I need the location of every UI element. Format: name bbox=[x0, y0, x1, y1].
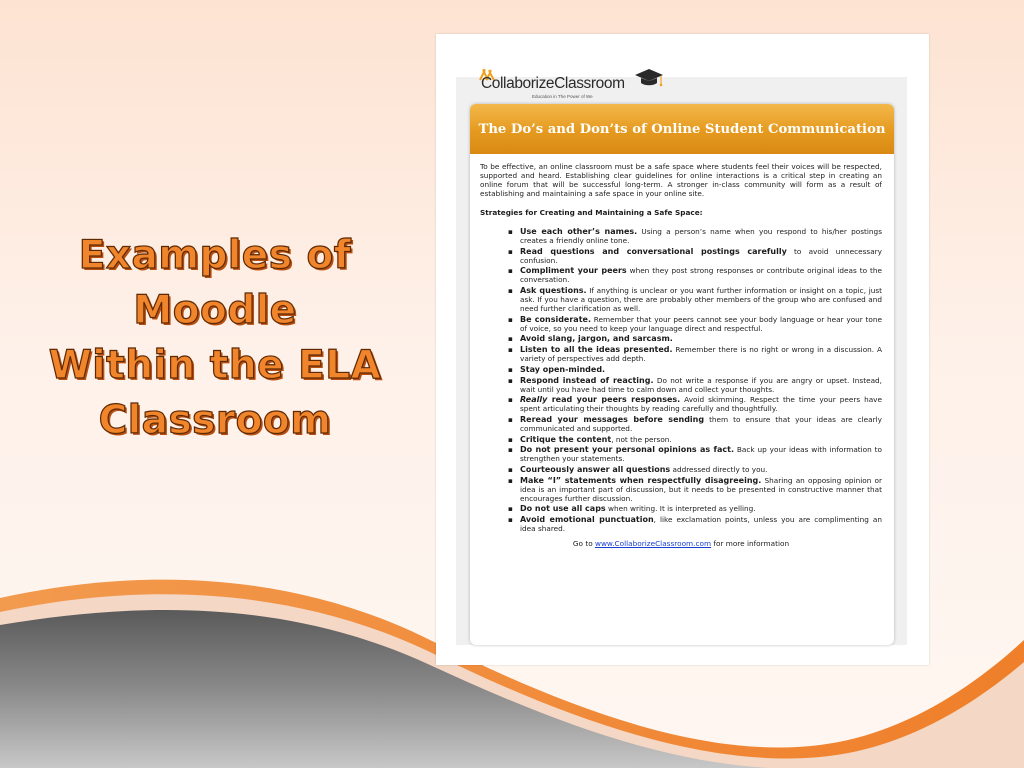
tip-item bbox=[508, 414, 882, 433]
tip-text: addressed directly to you. bbox=[670, 464, 768, 474]
bullet-icon: ▪ bbox=[508, 375, 513, 385]
tip-title: Read questions and conversational postings carefully bbox=[520, 246, 787, 256]
tip-item bbox=[508, 445, 882, 464]
bullet-icon: ▪ bbox=[508, 334, 513, 344]
bullet-icon: ▪ bbox=[508, 464, 513, 474]
bullet-icon: ▪ bbox=[508, 227, 513, 236]
tip-item bbox=[508, 345, 882, 364]
card-body bbox=[470, 154, 894, 548]
tip-title: Be considerate. bbox=[520, 314, 591, 324]
tip-title: Critique the content bbox=[520, 434, 612, 444]
tip-title: Avoid slang, jargon, and sarcasm. bbox=[520, 334, 673, 344]
tip-text: when they post strong responses or contribute original ideas to the conversation. bbox=[520, 266, 883, 285]
tip-text: when writing. It is interpreted as yelling. bbox=[605, 504, 756, 514]
tip-title: Ask questions. bbox=[520, 286, 587, 296]
intro-paragraph: To be effective, an online classroom must be a safe space where students feel their voices will be respected, supported and heard. Establishing clear guidelines for online interactions is a critical step in creating an online forum that will be successful long-term. A stronger in-class community will form as a result of establishing and maintaining a safe space in your online site. bbox=[480, 162, 882, 198]
tip-title: Do not present your personal opinions as fact. bbox=[520, 445, 735, 455]
tip-item bbox=[508, 464, 882, 474]
tip-title: Respond instead of reacting. bbox=[520, 375, 654, 385]
tip-title: Make “I” statements when respectfully disagreeing. bbox=[520, 475, 762, 485]
slide-title-line-4: Classroom bbox=[98, 398, 332, 443]
tip-italic: Really bbox=[520, 395, 548, 405]
tip-item bbox=[508, 434, 882, 444]
tip-text: Back up your ideas with information to strengthen your statements. bbox=[520, 445, 882, 464]
tip-text: them to ensure that your ideas are clearly communicated and supported. bbox=[520, 414, 882, 433]
logo-wordmark: CollaborizeClassroom bbox=[481, 75, 625, 92]
bullet-icon: ▪ bbox=[508, 515, 513, 524]
bullet-icon: ▪ bbox=[508, 345, 513, 355]
tip-text: , like exclamation points, unless you are complimenting an idea shared. bbox=[520, 515, 882, 533]
footer-prefix: Go to bbox=[572, 539, 595, 548]
tip-item bbox=[508, 375, 882, 394]
tip-item bbox=[508, 286, 883, 314]
bullet-icon: ▪ bbox=[508, 266, 513, 276]
card-header bbox=[470, 104, 894, 154]
tip-italic-wrap bbox=[520, 395, 547, 404]
bullet-icon: ▪ bbox=[508, 475, 513, 485]
document-image bbox=[436, 34, 929, 665]
card-header-title: The Do’s and Don’ts of Online Student Communication bbox=[478, 121, 886, 137]
website-link[interactable]: www.CollaborizeClassroom.com bbox=[595, 539, 712, 548]
bullet-icon: ▪ bbox=[508, 364, 513, 374]
tip-text: , not the person. bbox=[611, 434, 672, 444]
tip-title: Listen to all the ideas presented. bbox=[520, 345, 673, 355]
tip-item bbox=[508, 334, 882, 344]
footer-suffix: for more information bbox=[711, 539, 790, 548]
tip-text: Avoid skimming. Respect the time your peers have spent articulating their thoughts by reading carefully and thoughtfully. bbox=[520, 395, 882, 414]
bullet-icon: ▪ bbox=[508, 286, 513, 296]
tips-list bbox=[480, 227, 882, 533]
tip-item bbox=[508, 395, 882, 414]
tip-item bbox=[508, 475, 882, 503]
slide-title-line-3: Within the ELA bbox=[48, 343, 382, 388]
tip-text: Remember there is no right or wrong in a discussion. A variety of perspectives add depth. bbox=[520, 345, 882, 364]
logo-tagline: Education in The Power of We bbox=[532, 94, 593, 99]
bullet-icon: ▪ bbox=[508, 246, 513, 256]
tip-item bbox=[508, 227, 882, 245]
tip-item bbox=[508, 314, 883, 333]
tip-text: Do not write a response if you are angry or upset. Instead, wait until you have had time to calm down and collect your thoughts. bbox=[520, 375, 882, 394]
tip-text: to avoid unnecessary confusion. bbox=[520, 246, 882, 265]
strategies-heading: Strategies for Creating and Maintaining a Safe Space: bbox=[480, 208, 703, 217]
slide-title-line-2: Moodle bbox=[133, 288, 297, 333]
tip-item bbox=[508, 504, 882, 514]
tip-title: Avoid emotional punctuation bbox=[520, 515, 654, 524]
tip-title: read your peers responses. bbox=[547, 395, 681, 405]
footer-line bbox=[480, 539, 882, 548]
tip-item bbox=[508, 266, 883, 285]
tip-text: Using a person’s name when you respond to his/her postings creates a friendly online tone. bbox=[520, 227, 882, 245]
tip-item bbox=[508, 515, 882, 533]
tip-title: Compliment your peers bbox=[520, 266, 627, 276]
slide-title-line-1: Examples of bbox=[78, 233, 352, 278]
bullet-icon: ▪ bbox=[508, 314, 513, 324]
tip-title: Use each other’s names. bbox=[520, 227, 638, 236]
tip-title: Courteously answer all questions bbox=[520, 464, 671, 474]
bullet-icon: ▪ bbox=[508, 434, 513, 444]
tip-title: Stay open-minded. bbox=[520, 364, 606, 374]
tip-title: Reread your messages before sending bbox=[520, 414, 705, 424]
guidelines-card bbox=[470, 104, 894, 645]
bullet-icon: ▪ bbox=[508, 414, 513, 424]
tip-title: Do not use all caps bbox=[520, 504, 606, 514]
tip-text: Sharing an opposing opinion or idea is an important part of discussion, but it needs to be presented in constructive manner that encourages further discussion. bbox=[520, 475, 882, 503]
tip-item bbox=[508, 246, 882, 265]
tip-text: If anything is unclear or you want further information or insight on a topic, just ask. If you have a question, there are probably other members of the group who are confused and need further clarification as well. bbox=[520, 286, 883, 314]
bullet-icon: ▪ bbox=[508, 445, 513, 455]
bullet-icon: ▪ bbox=[508, 395, 513, 405]
tip-text: Remember that your peers cannot see your body language or hear your tone of voice, so you need to keep your language direct and respectful. bbox=[520, 314, 883, 333]
graduation-cap-icon bbox=[633, 68, 665, 92]
tip-item bbox=[508, 364, 882, 374]
bullet-icon: ▪ bbox=[508, 504, 513, 514]
slide-title bbox=[30, 228, 400, 448]
